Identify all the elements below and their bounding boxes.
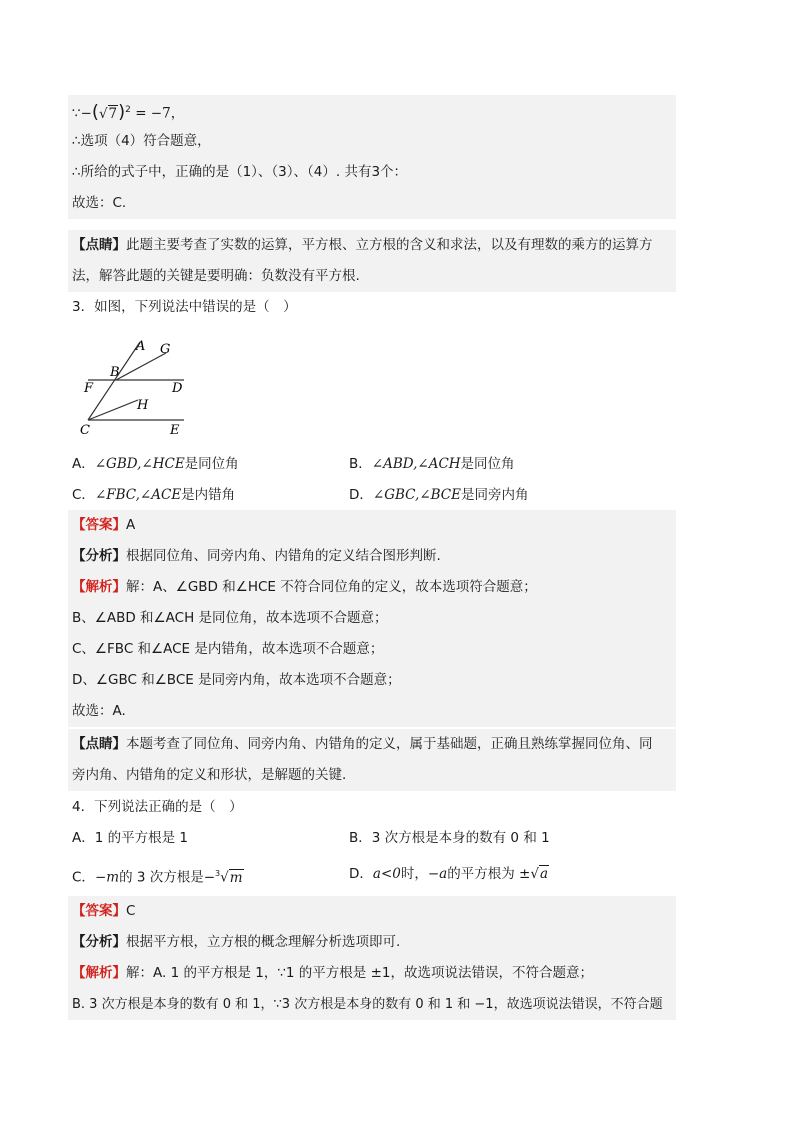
option-a[interactable]: A．1 的平方根是 1 bbox=[72, 830, 188, 846]
option-d[interactable]: D．a<0时，−a的平方根为 ±√a bbox=[349, 866, 549, 882]
label-e: E bbox=[170, 423, 180, 438]
label-c: C bbox=[80, 423, 90, 438]
analysis-line bbox=[68, 541, 676, 572]
answer-tag: 【答案】 bbox=[72, 903, 126, 919]
answer-tag: 【答案】 bbox=[72, 517, 126, 533]
option-b[interactable]: B．3 次方根是本身的数有 0 和 1 bbox=[349, 830, 550, 846]
right-paren: ) bbox=[118, 101, 126, 123]
text-line: C、∠FBC 和∠ACE 是内错角，故本选项不合题意； bbox=[68, 634, 676, 665]
question-stem: 4．下列说法正确的是（ ） bbox=[72, 799, 243, 815]
tip-tag: 【点睛】 bbox=[72, 237, 126, 253]
sqrt-expression: √7 bbox=[98, 105, 118, 122]
analysis-line bbox=[68, 927, 676, 958]
line-ch bbox=[88, 400, 138, 420]
label-d: D bbox=[172, 381, 183, 396]
tip-text: 此题主要考查了实数的运算，平方根、立方根的含义和求法，以及有理数的乘方的运算方 bbox=[126, 237, 653, 253]
text-line: ∴选项（4）符合题意， bbox=[68, 126, 676, 157]
answer-value: C bbox=[126, 903, 136, 919]
solution-text: 解：A. 1 的平方根是 1，∵1 的平方根是 ±1，故选项说法错误，不符合题意； bbox=[126, 965, 594, 981]
solution-tag: 【解析】 bbox=[72, 579, 126, 595]
analysis-tag: 【分析】 bbox=[72, 548, 126, 564]
option-d[interactable]: D．∠GBC,∠BCE是同旁内角 bbox=[349, 487, 529, 503]
label-a: A bbox=[136, 339, 146, 354]
power-exponent: 2 bbox=[125, 105, 131, 115]
question-stem: 3．如图，下列说法中错误的是（ ） bbox=[72, 299, 297, 315]
text-line: B、∠ABD 和∠ACH 是同位角，故本选项不合题意； bbox=[68, 603, 676, 634]
left-paren: ( bbox=[91, 101, 99, 123]
tip-text: 本题考查了同位角、同旁内角、内错角的定义，属于基础题，正确且熟练掌握同位角、同 bbox=[126, 736, 653, 752]
option-a[interactable]: A．∠GBD,∠HCE是同位角 bbox=[72, 456, 239, 472]
because-symbol: ∵ bbox=[72, 105, 81, 122]
solution-tag: 【解析】 bbox=[72, 965, 126, 981]
radicand: m bbox=[229, 869, 243, 886]
analysis-text: 根据同位角、同旁内角、内错角的定义结合图形判断. bbox=[126, 548, 441, 564]
option-b[interactable]: B．∠ABD,∠ACH是同位角 bbox=[349, 456, 515, 472]
text-line: 法，解答此题的关键是要明确：负数没有平方根. bbox=[68, 261, 676, 292]
neg-a: −a bbox=[427, 866, 448, 882]
text-line: D、∠GBC 和∠BCE 是同旁内角，故本选项不合题意； bbox=[68, 665, 676, 696]
label-b: B bbox=[110, 365, 120, 380]
text-line: ∴所给的式子中，正确的是（1）、（3）、（4）. 共有3个： bbox=[68, 157, 676, 188]
radicand: a bbox=[539, 866, 549, 882]
tip-line bbox=[68, 729, 676, 760]
neg-m: −m bbox=[94, 869, 120, 886]
answer-line bbox=[68, 896, 676, 927]
analysis-tag: 【分析】 bbox=[72, 934, 126, 950]
minus-sign: − bbox=[80, 105, 92, 122]
tip-line bbox=[68, 230, 676, 261]
tip-tag: 【点睛】 bbox=[72, 736, 126, 752]
solution-text: 解：A、∠GBD 和∠HCE 不符合同位角的定义，故本选项符合题意； bbox=[126, 579, 537, 595]
text-line: 故选：A. bbox=[68, 696, 676, 727]
text-line: 旁内角、内错角的定义和形状，是解题的关键. bbox=[68, 760, 676, 791]
solution-line bbox=[68, 958, 676, 989]
text-line: B. 3 次方根是本身的数有 0 和 1，∵3 次方根是本身的数有 0 和 1 和 −1，故选项说法错误，不符合题 bbox=[68, 989, 676, 1020]
solution-line bbox=[68, 572, 676, 603]
text-line: 故选：C. bbox=[68, 188, 676, 219]
label-g: G bbox=[160, 342, 171, 357]
label-h: H bbox=[137, 398, 149, 413]
answer-value: A bbox=[126, 517, 136, 533]
label-f: F bbox=[84, 381, 94, 396]
equation-rhs: = −7， bbox=[130, 105, 185, 122]
equation-line bbox=[68, 95, 676, 126]
analysis-text: 根据平方根，立方根的概念理解分析选项即可. bbox=[126, 934, 401, 950]
root-index: 3 bbox=[215, 869, 221, 878]
line-ca bbox=[88, 342, 140, 420]
condition: a<0 bbox=[372, 866, 401, 882]
option-c[interactable]: C．∠FBC,∠ACE是内错角 bbox=[72, 487, 236, 503]
option-c[interactable]: C．−m的 3 次方根是−$^3$√m bbox=[72, 869, 243, 886]
geometry-figure bbox=[74, 335, 194, 445]
answer-line bbox=[68, 510, 676, 541]
